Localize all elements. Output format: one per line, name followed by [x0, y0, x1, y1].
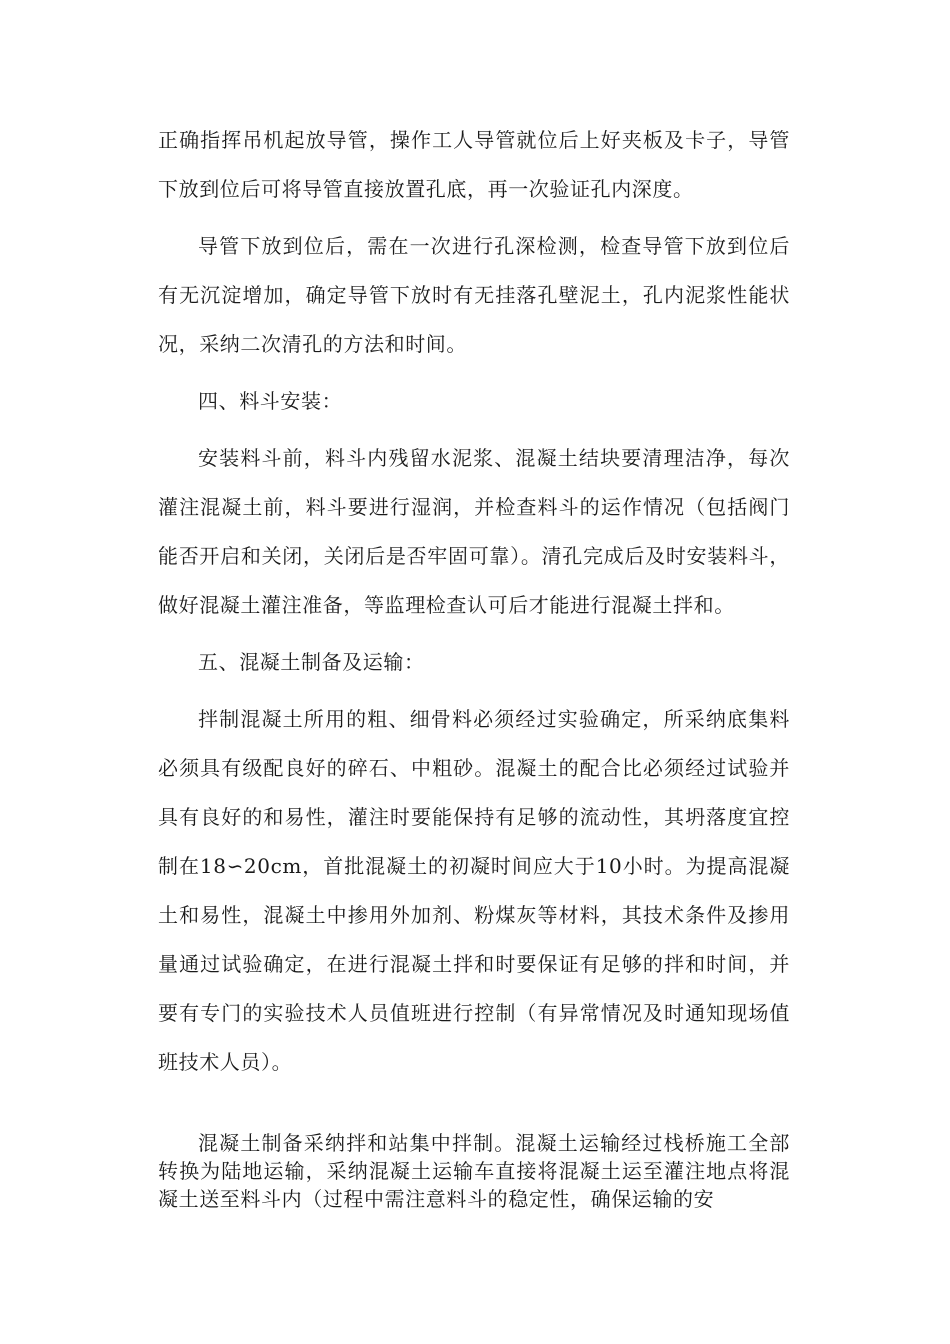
paragraph-tube-depth-check: 导管下放到位后，需在一次进行孔深检测，检查导管下放到位后有无沉淀增加，确定导管下放时有无挂落孔壁泥土，孔内泥浆性能状况，采纳二次清孔的方法和时间。 — [158, 234, 790, 356]
paragraph-concrete-mixing: 拌制混凝土所用的粗、细骨料必须经过实验确定，所采纳底集料必须具有级配良好的碎石、中粗砂。混凝土的配合比必须经过试验并具有良好的和易性，灌注时要能保持有足够的流动性，其坍落度宜控制在18∽20cm，首批混凝土的初凝时间应大于10小时。为提高混凝土和易性，混凝土中掺用外加剂、粉煤灰等材料，其技术条件及掺用量通过试验确定，在进行混凝土拌和时要保证有足够的拌和时间，并要有专门的实验技术人员值班进行控制（有异常情况及时通知现场值班技术人员）。 — [158, 707, 790, 1074]
paragraph-concrete-transport: 混凝土制备采纳拌和站集中拌制。混凝土运输经过栈桥施工全部转换为陆地运输，采纳混凝土运输车直接将混凝土运至灌注地点将混凝土送至料斗内（过程中需注意料斗的稳定性，确保运输的安 — [158, 1131, 790, 1211]
paragraph-continuation: 正确指挥吊机起放导管，操作工人导管就位后上好夹板及卡子，导管下放到位后可将导管直接放置孔底，再一次验证孔内深度。 — [158, 128, 790, 201]
document-body-tight — [158, 1129, 790, 1213]
section-heading-concrete-prep: 五、混凝土制备及运输： — [198, 650, 425, 674]
document-body — [158, 116, 790, 1087]
section-heading-hopper-install: 四、料斗安装： — [198, 389, 343, 413]
paragraph-hopper-install: 安装料斗前，料斗内残留水泥浆、混凝土结块要清理洁净，每次灌注混凝土前，料斗要进行湿润，并检查料斗的运作情况（包括阀门能否开启和关闭，关闭后是否牢固可靠）。清孔完成后及时安装料斗，做好混凝土灌注准备，等监理检查认可后才能进行混凝土拌和。 — [158, 446, 790, 617]
